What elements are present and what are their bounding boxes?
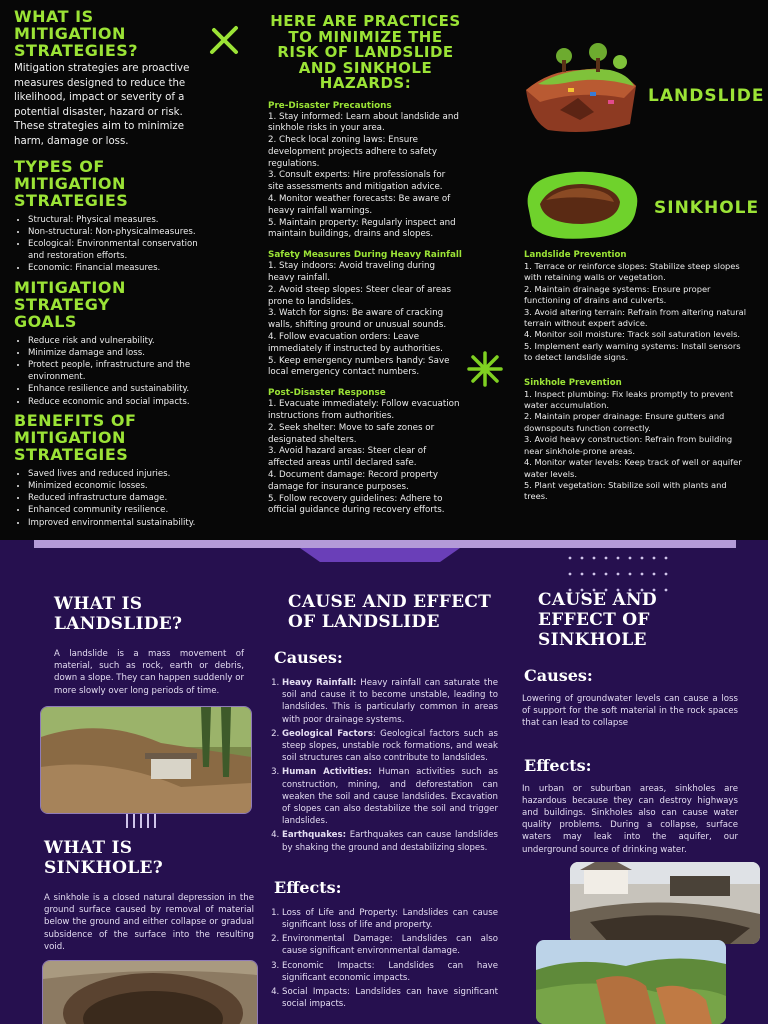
list-item: • Protect people, infrastructure and the environment. (28, 359, 209, 383)
sinkhole-causes-heading: Causes: (524, 666, 593, 685)
cause-text: Earthquakes can cause landslides by shaking the ground and destabilizing slopes. (282, 830, 498, 853)
prevention-column (524, 250, 750, 503)
cause-title: Earthquakes: (282, 830, 347, 841)
landslide-causes-heading: Causes: (274, 648, 343, 667)
rainfall-text: 1. Stay indoors: Avoid traveling during heavy rainfall. 2. Avoid steep slopes: Steer clear of areas prone to landslides. 3. Watch for signs: Be aware of cracking walls, shifting ground or unusual sounds. 4. Follow evacuation orders: Leave immediately if instructed by authorities. 5. Keep emergency numbers handy: Save local emergency contact numbers. (268, 261, 452, 378)
list-item: • Non-structural: Non-physicalmeasures. (28, 226, 209, 238)
decorative-trapezoid (300, 548, 460, 562)
benefits-heading: BENEFITS OF MITIGATION STRATEGIES (14, 410, 137, 464)
top-band (34, 540, 736, 548)
list-item (282, 728, 498, 765)
list-item (282, 829, 498, 853)
benefits-list (14, 468, 209, 529)
pre-disaster-text: 1. Stay informed: Learn about landslide and sinkhole risks in your area. 2. Check local zoning laws: Ensure development projects adhere to safety regulations. 3. Consult experts: Hire professionals for site assessments and mitigation advice. 4. Monitor weather forecasts: Be aware of heavy rainfall warnings. 5. Maintain property: Regularly inspect and maintain buildings, drains and slopes. (268, 111, 459, 240)
sinkhole-effects-text: In urban or suburban areas, sinkholes are hazardous because they can destroy highways and buildings. Sinkholes also can cause water quality problems. During a collapse, surface waters may leak into the aquifer, our underground source of drinking water. (522, 783, 738, 855)
types-list (14, 214, 209, 275)
list-item: • Structural: Physical measures. (28, 214, 209, 226)
sinkhole-road-photo (570, 862, 760, 944)
cause-text: : Geological factors such as steep slopes, unstable rock formations, and weak soil structures can also contribute to landslides. (282, 728, 498, 764)
green-cross-icon (206, 22, 242, 58)
cause-effect-sinkhole-heading: CAUSE AND EFFECT OF SINKHOLE (538, 590, 657, 650)
mitigation-column (14, 8, 209, 533)
list-item: • Enhance resilience and sustainability. (28, 383, 209, 395)
rainfall-heading: Safety Measures During Heavy Rainfall (268, 250, 462, 261)
pre-disaster-heading: Pre-Disaster Precautions (268, 100, 392, 111)
landslide-causes-list (270, 677, 498, 854)
list-item: • Minimize damage and loss. (28, 347, 209, 359)
sinkhole-illustration (520, 166, 642, 244)
landslide-label: LANDSLIDE (648, 86, 765, 106)
cause-title: Human Activities: (282, 767, 372, 778)
post-disaster-text: 1. Evacuate immediately: Follow evacuation instructions from authorities. 2. Seek shelter: Move to safe zones or designated shelters. 3. Avoid hazard areas: Steer clear of affected areas until declared safe. 4. Document damage: Record property damage for insurance purposes. 5. Follow recovery guidelines: Adhere to official guidance during recovery efforts. (268, 399, 460, 516)
post-disaster-heading: Post-Disaster Response (268, 388, 386, 399)
cause-title: Geological Factors (282, 728, 373, 739)
cause-title: Heavy Rainfall: (282, 678, 357, 688)
landslide-illustration (520, 40, 642, 136)
sinkhole-label: SINKHOLE (654, 198, 760, 218)
sinkhole-effects-heading: Effects: (524, 755, 592, 775)
landslide-prevention-heading: Landslide Prevention (524, 250, 627, 260)
practices-column (268, 14, 463, 517)
goals-list (14, 335, 209, 408)
list-item (282, 766, 498, 827)
sinkhole-prevention-text: 1. Inspect plumbing: Fix leaks promptly to prevent water accumulation. 2. Maintain proper drainage: Ensure gutters and downspouts function correctly. 3. Avoid heavy construction: Refrain from building near sinkhole-prone areas. 4. Monitor water levels: Keep track of well or aquifer water levels. 5. Plant vegetation: Stabilize soil with plants and trees. (524, 388, 742, 502)
list-item: • Reduced infrastructure damage. (28, 492, 209, 504)
types-heading: TYPES OF MITIGATION STRATEGIES (14, 156, 129, 210)
what-is-landslide-text: A landslide is a mass movement of material, such as rock, earth or debris, down a slope. They can happen suddenly or more slowly over long periods of time. (54, 649, 244, 696)
decorative-ticks (124, 812, 158, 830)
list-item: • Reduce economic and social impacts. (28, 396, 209, 408)
list-item: • Minimized economic losses. (28, 480, 209, 492)
what-is-landslide-section (54, 594, 244, 697)
what-is-sinkhole-section (44, 838, 254, 953)
list-item: 2. Environmental Damage: Landslides can also cause significant environmental damage. (282, 933, 498, 957)
list-item (282, 677, 498, 726)
landslide-hill-photo (536, 940, 726, 1024)
cause-effect-landslide-heading: CAUSE AND EFFECT OF LANDSLIDE (288, 592, 492, 632)
list-item: 3. Economic Impacts: Landslides can have significant economic impacts. (282, 960, 498, 984)
list-item: • Saved lives and reduced injuries. (28, 468, 209, 480)
what-is-landslide-heading: WHAT IS LANDSLIDE? (54, 594, 183, 634)
cause-effect-landslide-section (270, 592, 498, 1012)
cause-text: Heavy rainfall can saturate the soil and cause it to become unstable, leading to landslides. This is particularly common in areas with poor drainage systems. (282, 678, 498, 725)
what-is-sinkhole-text: A sinkhole is a closed natural depression in the ground surface caused by removal of material below the ground and either collapse or gradual subsidence of the surface into the resulting void. (44, 893, 254, 952)
what-is-mitigation-heading: WHAT IS MITIGATION STRATEGIES? (14, 7, 139, 60)
sinkhole-prevention-heading: Sinkhole Prevention (524, 377, 622, 388)
landslide-photo (40, 706, 252, 814)
list-item: • Improved environmental sustainability. (28, 517, 209, 529)
cause-text: Human activities such as construction, mining, and deforestation can weaken the soil and cause landslides. Excavation of slopes can also destabilize the soil and trigger landslides. (282, 767, 498, 827)
list-item: • Economic: Financial measures. (28, 262, 209, 274)
list-item: • Enhanced community resilience. (28, 504, 209, 516)
what-is-sinkhole-heading: WHAT IS SINKHOLE? (44, 838, 163, 878)
list-item: • Ecological: Environmental conservation and restoration efforts. (28, 238, 209, 262)
decorative-dots (566, 554, 670, 594)
list-item: 4. Social Impacts: Landslides can have significant social impacts. (282, 986, 498, 1010)
list-item: 1. Loss of Life and Property: Landslides can cause significant loss of life and property. (282, 907, 498, 931)
green-asterisk-icon (466, 350, 504, 388)
landslide-sinkhole-brochure (0, 540, 768, 1024)
landslide-effects-heading: Effects: (274, 877, 342, 897)
cause-effect-sinkhole-section (522, 590, 738, 856)
sinkhole-photo (42, 960, 258, 1024)
list-item: • Reduce risk and vulnerability. (28, 335, 209, 347)
sinkhole-causes-text: Lowering of groundwater levels can cause a loss of support for the soft material in the rock spaces that can lead to collapse (522, 694, 738, 729)
what-is-mitigation-text: Mitigation strategies are proactive measures designed to reduce the likelihood, impact or severity of a potential disaster, hazard or risk. These strategies aim to minimize harm, damage or loss. (14, 63, 190, 147)
landslide-prevention-text: 1. Terrace or reinforce slopes: Stabilize steep slopes with retaining walls or vegetation. 2. Maintain drainage systems: Ensure proper functioning of drains and culverts. 3. Avoid altering terrain: Refrain from altering natural terrain without expert advice. 4. Monitor soil moisture: Track soil saturation levels. 5. Implement early warning systems: Install sensors to detect landslide signs. (524, 261, 747, 363)
landslide-effects-list (270, 907, 498, 1011)
practices-heading: HERE ARE PRACTICES TO MINIMIZE THE RISK OF LANDSLIDE AND SINKHOLE HAZARDS: (270, 12, 461, 92)
goals-heading: MITIGATION STRATEGY GOALS (14, 277, 126, 331)
